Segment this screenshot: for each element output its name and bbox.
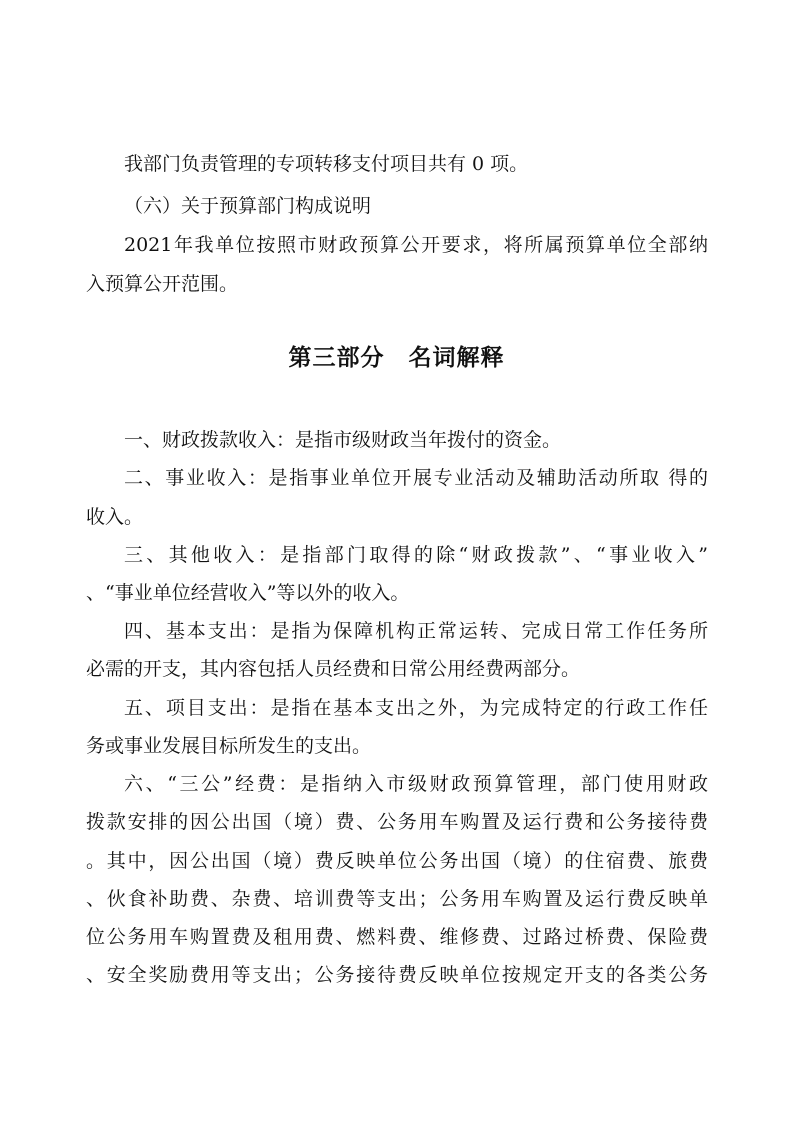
term-6-line-2: 拨款安排的因公出国（境）费、公务用车购置及运行费和公务接待费: [86, 811, 708, 833]
term-3-line-2: 、“事业单位经营收入”等以外的收入。: [86, 582, 410, 604]
term-2-line-2: 收入。: [86, 506, 144, 528]
paragraph-budget-scope-line1: 2021年我单位按照市财政预算公开要求，将所属预算单位全部纳: [124, 234, 708, 256]
paragraph-transfer-payment: 我部门负责管理的专项转移支付项目共有 0 项。: [124, 153, 529, 175]
term-3-line-1: 三、其他收入：是指部门取得的除“财政拨款”、“事业收入”: [124, 544, 708, 566]
term-5-line-1: 五、项目支出：是指在基本支出之外，为完成特定的行政工作任: [124, 697, 708, 719]
term-2-line-1: 二、事业收入：是指事业单位开展专业活动及辅助活动所取 得的: [124, 467, 708, 489]
term-1-line-1: 一、财政拨款收入：是指市级财政当年拨付的资金。: [124, 429, 562, 451]
term-6-line-4: 、伙食补助费、杂费、培训费等支出；公务用车购置及运行费反映单: [86, 888, 708, 910]
term-6-line-6: 、安全奖励费用等支出；公务接待费反映单位按规定开支的各类公务: [86, 964, 708, 986]
term-4-line-2: 必需的开支，其内容包括人员经费和日常公用经费两部分。: [86, 658, 581, 680]
term-6-line-1: 六、“三公”经费：是指纳入市级财政预算管理，部门使用财政: [124, 773, 708, 795]
term-5-line-2: 务或事业发展目标所发生的支出。: [86, 735, 372, 757]
term-6-line-3: 。其中，因公出国（境）费反映单位公务出国（境）的住宿费、旅费: [86, 850, 708, 872]
term-6-line-5: 位公务用车购置费及租用费、燃料费、维修费、过路过桥费、保险费: [86, 926, 708, 948]
paragraph-budget-scope-line2: 入预算公开范围。: [86, 273, 239, 295]
subheading-budget-composition: （六）关于预算部门构成说明: [124, 195, 372, 217]
term-4-line-1: 四、基本支出：是指为保障机构正常运转、完成日常工作任务所: [124, 620, 708, 642]
section-title: 第三部分 名词解释: [288, 345, 505, 371]
